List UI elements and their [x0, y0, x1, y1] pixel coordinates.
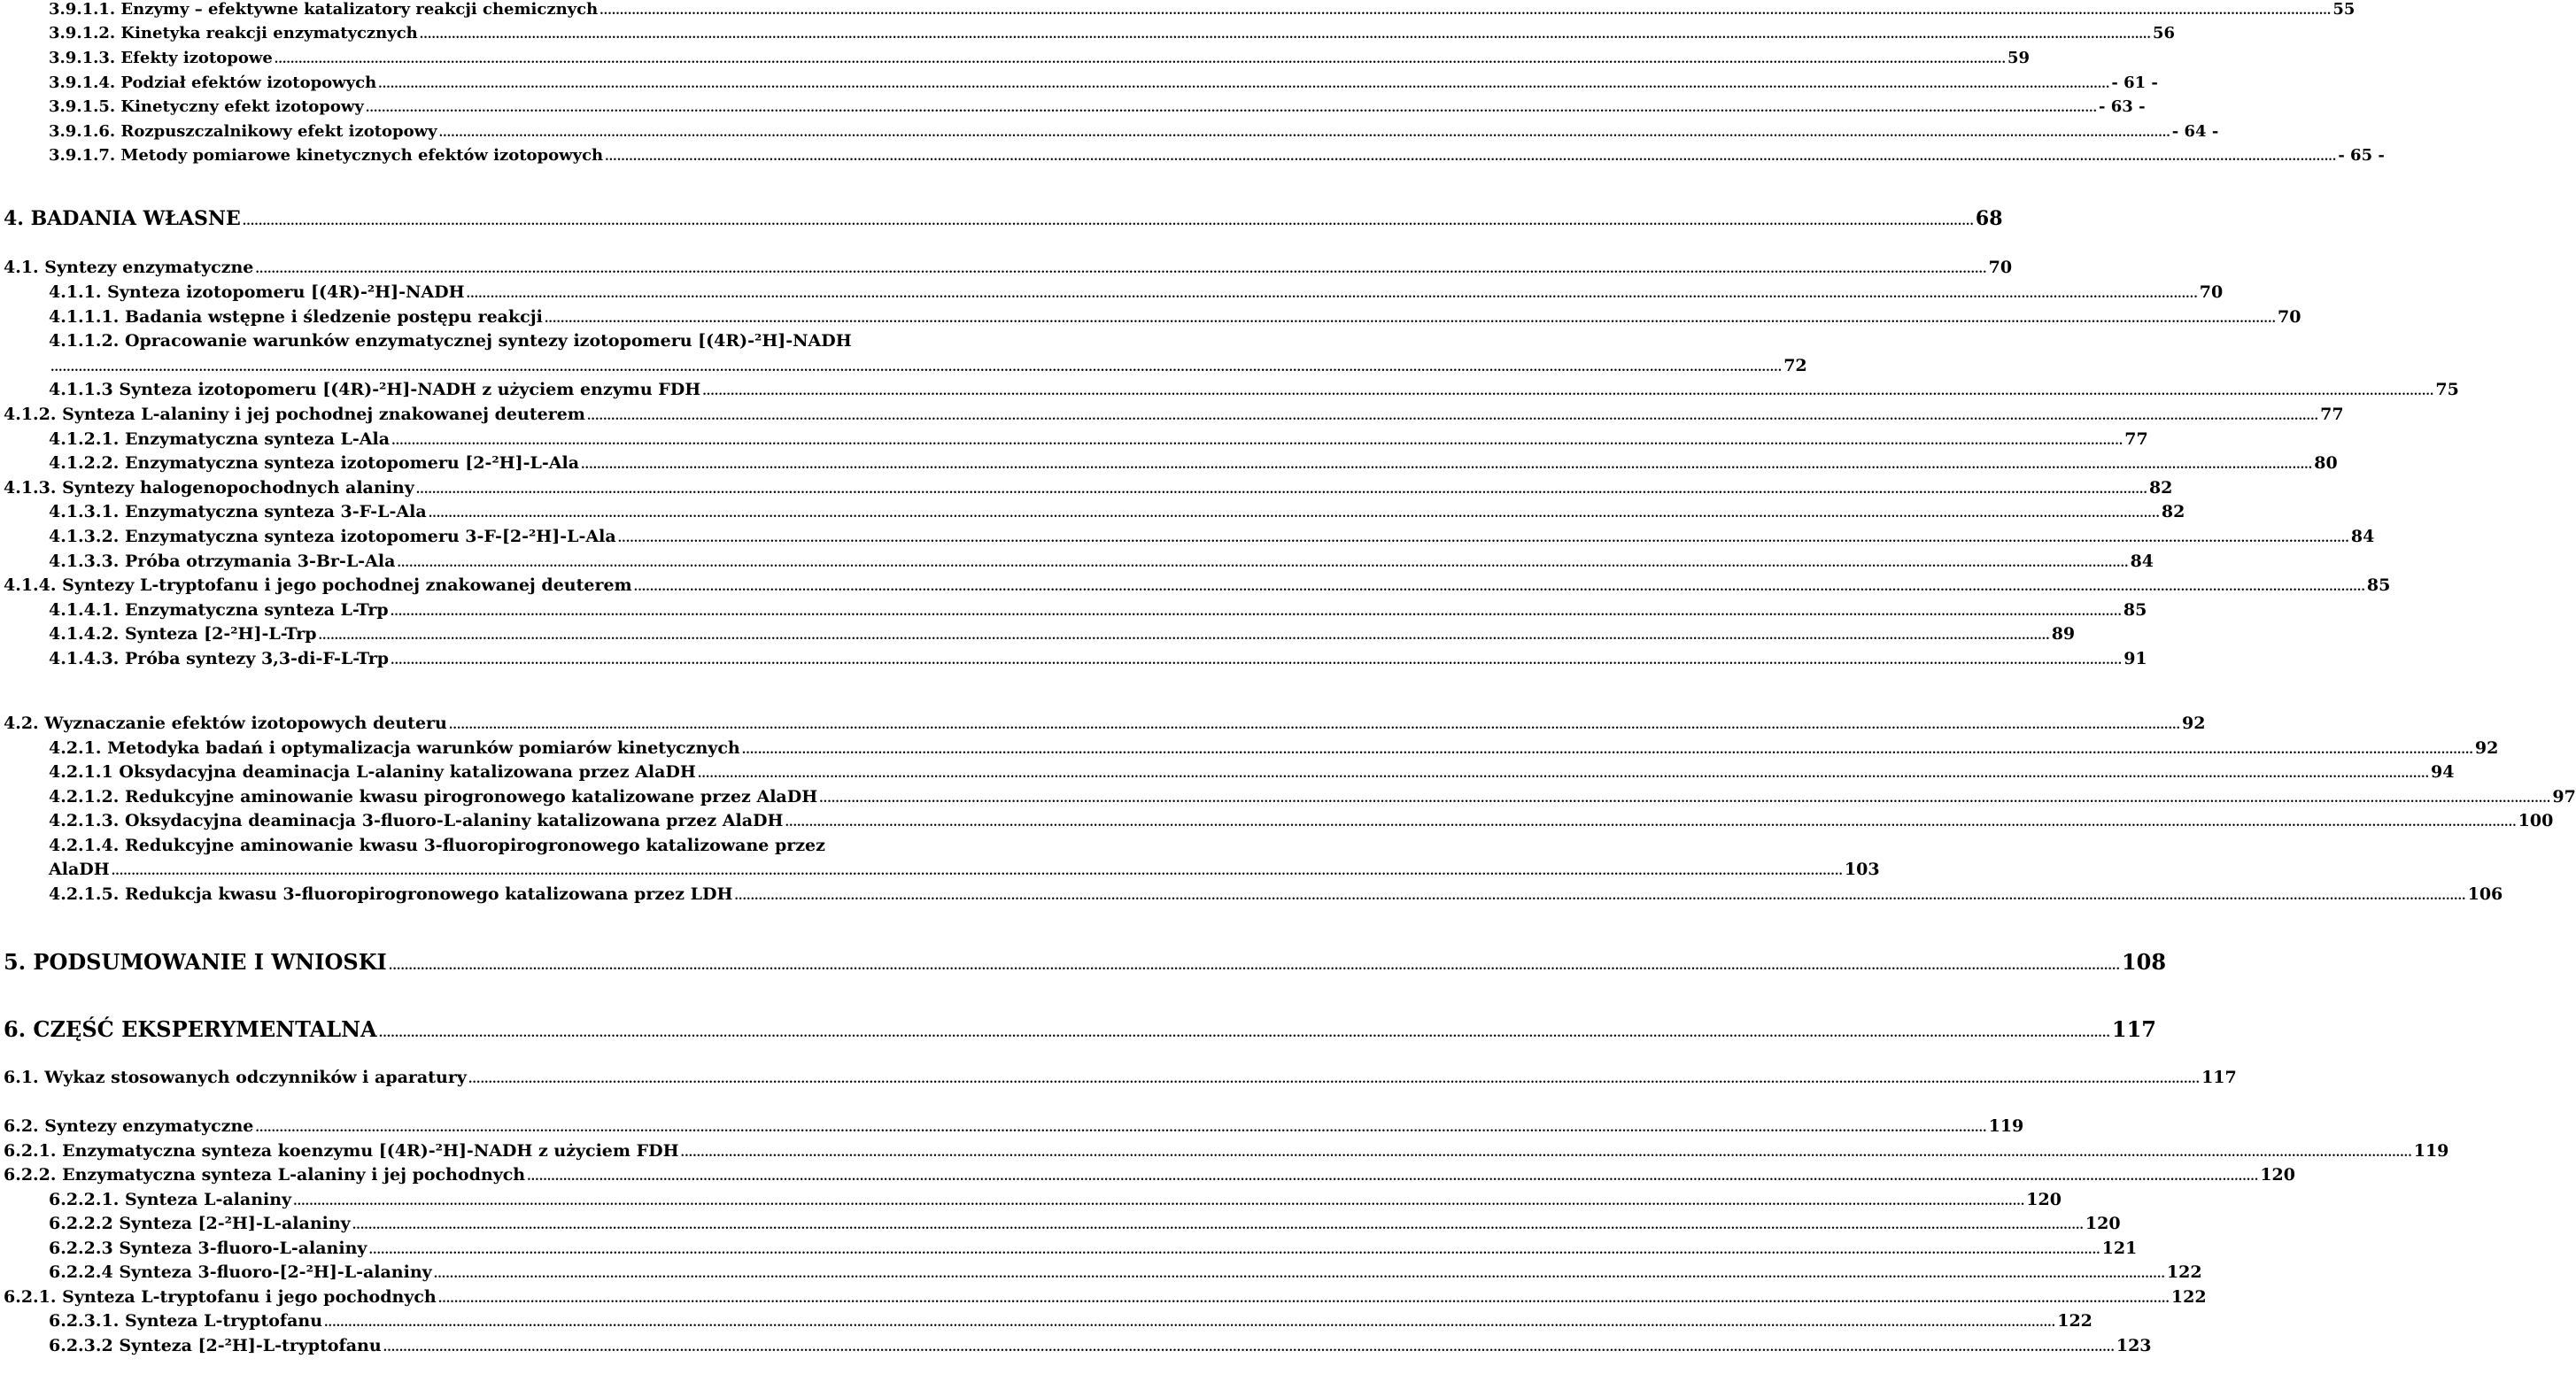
toc-entry-page: 119 [2413, 1141, 2449, 1161]
toc-entry-title: 4.1.3.2. Enzymatyczna synteza izotopomeru 3-F-[2-²H]-L-Ala [49, 527, 616, 546]
toc-leader-dots [397, 557, 2128, 570]
toc-entry-title: 4.2.1.1 Oksydacyjna deaminacja L-alaniny katalizowana przez AlaDH [49, 762, 696, 782]
toc-entry-title: 4.1.4.3. Próba syntezy 3,3-di-F-L-Trp [49, 649, 389, 668]
toc-entry-title: 4.1.2. Synteza L-alaniny i jej pochodnej znakowanej deuterem [4, 405, 585, 424]
toc-entry-title: 6.1. Wykaz stosowanych odczynników i aparatury [4, 1068, 467, 1087]
toc-leader-dots [391, 654, 2122, 668]
toc-leader-dots [293, 1195, 2024, 1208]
toc-entry-page: 82 [2148, 478, 2173, 498]
toc-entry-page: 85 [2123, 600, 2147, 620]
toc-entry[interactable] [0, 453, 2338, 476]
toc-entry[interactable] [0, 1141, 2449, 1164]
toc-entry[interactable] [0, 738, 2499, 761]
toc-leader-dots [112, 865, 1843, 878]
toc-entry-page: 75 [2435, 380, 2459, 399]
toc-entry[interactable] [0, 429, 2148, 452]
toc-leader-dots [319, 629, 2050, 643]
toc-entry-page: 108 [2121, 949, 2167, 975]
toc-leader-dots [379, 1027, 2110, 1040]
toc-entry[interactable] [0, 649, 2147, 672]
toc-entry-title: 3.9.1.7. Metody pomiarowe kinetycznych efektów izotopowych [49, 146, 604, 165]
toc-entry[interactable] [0, 258, 2013, 281]
toc-entry[interactable] [0, 1068, 2237, 1091]
toc-entry[interactable] [0, 146, 2385, 169]
toc-entry[interactable] [0, 282, 2224, 305]
toc-entry-page: - 64 - [2171, 122, 2219, 141]
toc-entry-page: 122 [2170, 1287, 2207, 1307]
toc-entry[interactable] [0, 1336, 2152, 1359]
toc-entry-page: 70 [2278, 307, 2301, 327]
toc-entry-title: 4.1.4. Syntezy L-tryptofanu i jego pochodnej znakowanej deuterem [4, 575, 632, 595]
toc-entry[interactable] [0, 1016, 2156, 1042]
toc-entry-page: 94 [2431, 762, 2455, 782]
toc-leader-dots [618, 532, 2349, 545]
toc-entry-title: 6.2. Syntezy enzymatyczne [4, 1116, 254, 1136]
toc-entry-title: 4.2.1.3. Oksydacyjna deaminacja 3-fluoro-L-alaniny katalizowana przez AlaDH [49, 811, 784, 830]
toc-entry[interactable] [0, 356, 1807, 379]
toc-entry[interactable] [0, 331, 850, 354]
toc-entry[interactable] [0, 1190, 2062, 1213]
toc-entry-page: 72 [1783, 356, 1807, 375]
toc-entry-page: 97 [2552, 787, 2576, 807]
toc-entry-page: - 65 - [2338, 146, 2385, 165]
toc-entry[interactable] [0, 502, 2185, 525]
toc-entry[interactable] [0, 762, 2455, 785]
toc-entry[interactable] [0, 714, 2206, 737]
toc-entry-page: 82 [2161, 502, 2185, 521]
toc-leader-dots [605, 151, 2336, 164]
toc-entry-title: 4.1.4.1. Enzymatyczna synteza L-Trp [49, 600, 389, 620]
toc-entry[interactable] [0, 860, 1880, 883]
toc-entry-page: 122 [2057, 1311, 2093, 1331]
toc-leader-dots [324, 1316, 2055, 1330]
toc-entry-page: 120 [2085, 1214, 2121, 1233]
toc-leader-dots [391, 606, 2122, 619]
toc-entry-title: 6.2.2.1. Synteza L-alaniny [49, 1190, 292, 1209]
toc-entry-page: 84 [2350, 527, 2375, 546]
toc-entry[interactable] [0, 49, 2031, 72]
toc-entry-title: 3.9.1.4. Podział efektów izotopowych [49, 73, 377, 92]
toc-entry-title: 6.2.3.1. Synteza L-tryptofanu [49, 1311, 323, 1331]
toc-entry[interactable] [0, 1262, 2202, 1285]
toc-leader-dots [734, 890, 2465, 903]
toc-entry-title: 6.2.3.2 Synteza [2-²H]-L-tryptofanu [49, 1336, 382, 1355]
toc-leader-dots [742, 744, 2473, 757]
toc-entry-page: 91 [2123, 649, 2147, 668]
toc-entry-title: 6.2.2.2 Synteza [2-²H]-L-alaniny [49, 1214, 351, 1233]
toc-entry-page: - 61 - [2111, 73, 2158, 92]
toc-entry-page: - 63 - [2099, 97, 2146, 116]
toc-leader-dots [587, 410, 2318, 423]
toc-entry[interactable] [0, 527, 2375, 550]
toc-leader-dots [255, 1122, 1986, 1135]
toc-leader-dots [681, 1146, 2412, 1160]
toc-leader-dots [416, 483, 2147, 497]
toc-entry[interactable] [0, 949, 2167, 975]
toc-leader-dots [545, 313, 2276, 326]
toc-entry[interactable] [0, 1239, 2138, 1262]
toc-leader-dots [352, 1219, 2084, 1232]
toc-entry-page: 77 [2320, 405, 2344, 424]
toc-entry-title: 4. BADANIA WŁASNE [4, 207, 241, 230]
toc-entry-page: 56 [2152, 24, 2176, 42]
toc-leader-dots [785, 816, 2516, 830]
toc-entry-title: 3.9.1.3. Efekty izotopowe [49, 49, 273, 67]
toc-entry-page: 89 [2051, 624, 2076, 644]
toc-leader-dots [389, 960, 2120, 973]
toc-entry-title: 4.2.1. Metodyka badań i optymalizacja warunków pomiarów kinetycznych [49, 738, 740, 758]
toc-leader-dots [275, 53, 2006, 66]
toc-entry-page: 103 [1844, 860, 1880, 879]
toc-entry[interactable] [0, 811, 2554, 834]
toc-entry[interactable] [0, 97, 2146, 120]
toc-entry-title: 4.1.2.1. Enzymatyczna synteza L-Ala [49, 429, 391, 449]
toc-entry-title: 4.1.3. Syntezy halogenopochodnych alaniny [4, 478, 414, 498]
toc-entry[interactable] [0, 73, 2158, 96]
toc-entry-page: 119 [1988, 1116, 2024, 1136]
toc-entry-page: 117 [2201, 1068, 2237, 1087]
toc-entry-title: 4.1.3.1. Enzymatyczna synteza 3-F-L-Ala [49, 502, 427, 521]
toc-entry-title: 4.1.2.2. Enzymatyczna synteza izotopomeru [2-²H]-L-Ala [49, 453, 580, 473]
toc-entry-page: 59 [2007, 49, 2031, 67]
toc-entry-page: 106 [2467, 884, 2503, 904]
toc-leader-dots [383, 1341, 2115, 1355]
toc-entry-page: 92 [2474, 738, 2499, 758]
toc-entry-page: 122 [2166, 1262, 2202, 1282]
toc-leader-dots [439, 127, 2170, 140]
toc-entry-page: 55 [2332, 0, 2356, 19]
toc-entry-page: 117 [2111, 1016, 2156, 1042]
toc-entry-title: 6.2.2.4 Synteza 3-fluoro-[2-²H]-L-alaniny [49, 1262, 432, 1282]
toc-entry-page: 80 [2314, 453, 2338, 473]
toc-leader-dots [420, 28, 2151, 42]
toc-entry[interactable] [0, 380, 2459, 403]
toc-entry-page: 85 [2366, 575, 2391, 595]
toc-entry-title: 4.1.1.1. Badania wstępne i śledzenie postępu reakcji [49, 307, 543, 327]
toc-leader-dots [255, 263, 1986, 276]
toc-leader-dots [378, 78, 2109, 91]
toc-entry-title: 6.2.1. Synteza L-tryptofanu i jego pochodnych [4, 1287, 437, 1307]
toc-entry-title: 4.2.1.4. Redukcyjne aminowanie kwasu 3-fluoropirogronowego katalizowane przez [49, 836, 825, 855]
toc-entry[interactable] [0, 575, 2391, 598]
toc-leader-dots [50, 361, 1782, 374]
toc-entry-title: 4.1. Syntezy enzymatyczne [4, 258, 254, 277]
toc-entry-title: 4.1.4.2. Synteza [2-²H]-L-Trp [49, 624, 317, 644]
toc-leader-dots [581, 459, 2312, 472]
toc-entry[interactable] [0, 24, 2176, 47]
toc-entry-title: 3.9.1.2. Kinetyka reakcji enzymatycznych [49, 24, 418, 42]
toc-entry-page: 120 [2026, 1190, 2062, 1209]
toc-entry[interactable] [0, 0, 2356, 23]
toc-leader-dots [819, 792, 2550, 806]
toc-leader-dots [368, 1244, 2100, 1257]
toc-entry-page: 70 [1988, 258, 2013, 277]
toc-entry[interactable] [0, 478, 2173, 501]
toc-leader-dots [467, 288, 2198, 301]
toc-leader-dots [698, 768, 2429, 781]
toc-entry-page: 92 [2182, 714, 2206, 733]
toc-leader-dots [527, 1170, 2258, 1184]
toc-leader-dots [634, 581, 2365, 594]
toc-entry-page: 70 [2199, 282, 2224, 302]
toc-entry-title: 3.9.1.5. Kinetyczny efekt izotopowy [49, 97, 364, 116]
toc-entry-title: 6. CZĘŚĆ EKSPERYMENTALNA [4, 1016, 377, 1042]
toc-entry-title: 4.1.1.3 Synteza izotopomeru [(4R)-²H]-NADH z użyciem enzymu FDH [49, 380, 701, 399]
toc-entry-title: 6.2.2. Enzymatyczna synteza L-alaniny i jej pochodnych [4, 1165, 526, 1185]
toc-entry[interactable] [0, 884, 2503, 907]
toc-entry[interactable] [0, 405, 2344, 428]
toc-entry-title: 5. PODSUMOWANIE I WNIOSKI [4, 949, 387, 975]
toc-leader-dots [429, 507, 2160, 521]
toc-entry[interactable] [0, 307, 2301, 330]
toc-entry-title: 3.9.1.6. Rozpuszczalnikowy efekt izotopowy [49, 122, 437, 141]
toc-entry-title: 4.2. Wyznaczanie efektów izotopowych deuteru [4, 714, 447, 733]
toc-entry-page: 77 [2124, 429, 2148, 449]
toc-entry[interactable] [0, 552, 2154, 575]
toc-entry[interactable] [0, 1165, 2295, 1188]
toc-entry[interactable] [0, 1287, 2207, 1310]
toc-entry-title: 4.2.1.5. Redukcja kwasu 3-fluoropirogronowego katalizowana przez LDH [49, 884, 733, 904]
toc-entry-title: 3.9.1.1. Enzymy – efektywne katalizatory reakcji chemicznych [49, 0, 599, 19]
toc-entry-title: AlaDH [49, 860, 110, 879]
toc-entry-title: 4.1.1.2. Opracowanie warunków enzymatycznej syntezy izotopomeru [(4R)-²H]-NADH [49, 331, 852, 351]
toc-entry-title: 6.2.2.3 Synteza 3-fluoro-L-alaniny [49, 1239, 367, 1258]
toc-entry-page: 84 [2130, 552, 2154, 571]
toc-leader-dots [449, 719, 2180, 732]
toc-leader-dots [391, 435, 2123, 448]
toc-entry-page: 68 [1975, 207, 2003, 230]
toc-entry[interactable] [0, 1116, 2024, 1139]
toc-entry[interactable] [0, 1214, 2121, 1237]
toc-entry-page: 120 [2260, 1165, 2295, 1185]
toc-entry[interactable] [0, 1311, 2093, 1334]
toc-leader-dots [438, 1293, 2170, 1306]
toc-entry-page: 123 [2116, 1336, 2152, 1355]
toc-entry[interactable] [0, 600, 2147, 623]
toc-entry[interactable] [0, 787, 2576, 810]
toc-entry[interactable] [0, 624, 2076, 647]
toc-leader-dots [366, 102, 2097, 115]
toc-entry[interactable] [0, 122, 2219, 145]
toc-entry-page: 121 [2101, 1239, 2138, 1258]
toc-entry-page: 100 [2518, 811, 2554, 830]
toc-leader-dots [600, 4, 2331, 18]
toc-entry[interactable] [0, 207, 2003, 230]
toc-entry[interactable] [0, 836, 850, 859]
toc-leader-dots [702, 385, 2433, 398]
toc-entry-title: 6.2.1. Enzymatyczna synteza koenzymu [(4R)-²H]-NADH z użyciem FDH [4, 1141, 679, 1161]
toc-leader-dots [434, 1268, 2165, 1281]
toc-entry-title: 4.1.1. Synteza izotopomeru [(4R)-²H]-NADH [49, 282, 465, 302]
toc-leader-dots [243, 215, 1974, 228]
toc-entry-title: 4.1.3.3. Próba otrzymania 3-Br-L-Ala [49, 552, 396, 571]
toc-leader-dots [468, 1073, 2200, 1086]
toc-entry-title: 4.2.1.2. Redukcyjne aminowanie kwasu pirogronowego katalizowane przez AlaDH [49, 787, 818, 807]
